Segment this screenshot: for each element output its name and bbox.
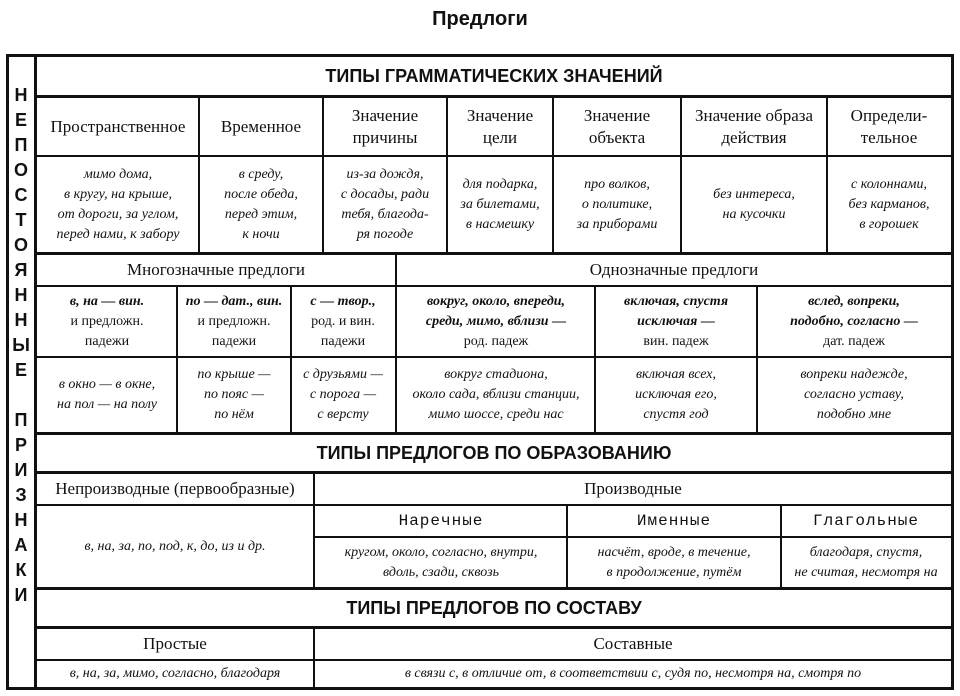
meaning-header-line: Значение <box>583 105 651 125</box>
meaning-header <box>323 98 447 155</box>
side-label-letter: Е <box>14 110 27 130</box>
simple-label: Простые <box>143 634 207 653</box>
side-label-letter: С <box>14 185 28 205</box>
example-line: тебя, благода- <box>341 206 429 222</box>
example-line: мимо дома, <box>83 166 153 182</box>
meaning-examples <box>37 157 199 252</box>
example-line: исключая его, <box>635 387 717 402</box>
example-line: не считая, несмотря на <box>794 564 938 580</box>
rule-line: включая, спустя <box>623 293 729 309</box>
preposition-rule <box>291 287 395 356</box>
preposition-examples <box>37 358 177 432</box>
rule-line: падежи <box>320 333 366 349</box>
example-line: к ночи <box>242 226 280 242</box>
side-label-letter: З <box>15 485 27 505</box>
rule-line: падежи <box>211 333 257 349</box>
single-meaning-heading: Однозначные предлоги <box>589 260 759 279</box>
meaning-header <box>37 98 199 155</box>
meaning-examples <box>447 157 553 252</box>
meaning-header <box>553 98 681 155</box>
example-line: ря погоде <box>356 226 414 242</box>
side-label-letter: П <box>14 410 28 430</box>
preposition-examples <box>757 358 951 432</box>
example-line: насчёт, вроде, в течение, <box>597 544 751 560</box>
meaning-examples <box>199 157 323 252</box>
example-line: с колоннами, <box>851 176 927 192</box>
meaning-header-line: Значение образа <box>694 105 814 125</box>
meaning-header-line: Временное <box>220 116 302 136</box>
example-line: за билетами, <box>460 196 540 212</box>
rule-line: род. и вин. <box>311 313 375 329</box>
meaning-examples <box>827 157 951 252</box>
example-line: согласно уставу, <box>804 387 904 402</box>
compound-label: Составные <box>593 634 673 653</box>
meaning-header-line: причины <box>352 127 418 147</box>
rule-line: в, на — вин. <box>69 293 145 309</box>
side-label-letter: Е <box>14 360 27 380</box>
preposition-rule <box>177 287 291 356</box>
meaning-examples <box>553 157 681 252</box>
rule-line: вслед, вопреки, <box>808 293 900 309</box>
example-line: для подарка, <box>462 176 538 192</box>
example-line: за приборами <box>576 216 658 232</box>
meaning-header-line: Значение <box>351 105 419 125</box>
meaning-header <box>447 98 553 155</box>
example-line: с друзьями — <box>303 367 383 382</box>
derived-examples <box>315 538 567 587</box>
side-label-letter: Н <box>14 510 28 530</box>
example-line: из-за дождя, <box>346 166 424 182</box>
example-line: после обеда, <box>224 186 298 202</box>
meaning-header <box>681 98 827 155</box>
example-line: подобно мне <box>816 407 892 422</box>
example-line: без интереса, <box>713 186 795 202</box>
side-label-letter: Н <box>14 310 28 330</box>
side-label-letter: И <box>14 585 28 605</box>
side-label-letter: О <box>13 235 28 255</box>
meaning-header-line: тельное <box>860 127 918 147</box>
rule-line: и предложн. <box>70 313 144 329</box>
rule-line: по — дат., вин. <box>185 293 283 309</box>
section-heading-formation: ТИПЫ ПРЕДЛОГОВ ПО ОБРАЗОВАНИЮ <box>316 442 672 463</box>
preposition-examples <box>177 358 291 432</box>
preposition-examples <box>397 358 595 432</box>
simple-examples: в, на, за, мимо, согласно, благодаря <box>69 666 281 681</box>
rule-line: подобно, согласно — <box>790 313 918 329</box>
divider <box>37 155 951 157</box>
section-heading-meanings: ТИПЫ ГРАММАТИЧЕСКИХ ЗНАЧЕНИЙ <box>325 65 663 86</box>
meaning-examples <box>681 157 827 252</box>
example-line: по нём <box>214 407 254 422</box>
section-heading-composition: ТИПЫ ПРЕДЛОГОВ ПО СОСТАВУ <box>346 597 642 618</box>
side-label-letter: П <box>14 135 28 155</box>
example-line: спустя год <box>643 407 709 422</box>
example-line: в кругу, на крыше, <box>64 186 172 202</box>
example-line: благодаря, спустя, <box>809 544 923 560</box>
multi-meaning-heading: Многозначные предлоги <box>127 260 305 279</box>
side-label-letter: Н <box>14 285 28 305</box>
meaning-header <box>199 98 323 155</box>
example-line: на пол — на полу <box>57 397 157 412</box>
derived-subtype-label: Глагольные <box>812 512 919 530</box>
compound-examples: в связи с, в отличие от, в соответствии с, судя по, несмотря на, смотря по <box>404 666 862 681</box>
meaning-header-line: действия <box>721 127 787 147</box>
meaning-header-line: цели <box>482 127 518 147</box>
example-line: на кусочки <box>722 206 786 222</box>
example-line: перед этим, <box>224 206 298 222</box>
page-title: Предлоги <box>432 8 528 30</box>
primitive-examples: в, на, за, по, под, к, до, из и др. <box>84 538 266 554</box>
example-line: включая всех, <box>635 367 717 382</box>
example-line: в окно — в окне, <box>58 377 156 392</box>
meaning-header <box>827 98 951 155</box>
example-line: вдоль, сзади, сквозь <box>383 564 499 580</box>
side-label-letter: К <box>15 560 27 580</box>
example-line: около сада, вблизи станции, <box>412 387 580 402</box>
meaning-header-line: Значение <box>466 105 534 125</box>
example-line: в горошек <box>859 216 919 232</box>
example-line: вопреки надежде, <box>800 367 908 382</box>
rule-line: и предложн. <box>197 313 271 329</box>
example-line: мимо шоссе, среди нас <box>428 407 564 422</box>
rule-line: с — твор., <box>310 293 376 309</box>
example-line: с досады, ради <box>340 186 430 202</box>
preposition-rule <box>757 287 951 356</box>
preposition-rule <box>397 287 595 356</box>
example-line: без карманов, <box>848 196 930 212</box>
meaning-examples <box>323 157 447 252</box>
example-line: в насмешку <box>465 216 535 232</box>
example-line: с версту <box>317 407 369 422</box>
example-line: по крыше — <box>197 367 271 382</box>
side-label <box>9 57 33 687</box>
derived-subtype-label: Наречные <box>398 512 484 530</box>
rule-line: среди, мимо, вблизи — <box>425 313 567 329</box>
meaning-header-line: Определи- <box>850 105 928 125</box>
side-label-letter: Ы <box>12 335 30 355</box>
example-line: кругом, около, согласно, внутри, <box>344 544 538 560</box>
example-line: про волков, <box>584 176 650 192</box>
example-line: от дороги, за углом, <box>57 206 179 222</box>
meaning-header-line: объекта <box>588 127 646 147</box>
meaning-header-line: Пространственное <box>50 116 186 136</box>
example-line: о политике, <box>581 196 653 212</box>
example-line: перед нами, к забору <box>56 226 180 242</box>
preposition-examples <box>291 358 395 432</box>
derived-examples <box>567 538 781 587</box>
preposition-rule <box>595 287 757 356</box>
side-label-letter: Н <box>14 85 28 105</box>
side-label-letter: И <box>14 460 28 480</box>
side-label-letter: Т <box>15 210 27 230</box>
rule-line: исключая — <box>637 313 715 329</box>
example-line: вокруг стадиона, <box>444 367 548 382</box>
side-label-letter: О <box>13 160 28 180</box>
preposition-examples <box>595 358 757 432</box>
rule-line: род. падеж <box>463 333 529 349</box>
side-label-letter: Р <box>14 435 27 455</box>
rule-line: падежи <box>84 333 130 349</box>
example-line: в среду, <box>238 166 284 182</box>
rule-line: вин. падеж <box>643 333 709 349</box>
example-line: по пояс — <box>204 387 264 402</box>
derived-examples <box>781 538 951 587</box>
derived-label: Производные <box>584 479 682 498</box>
example-line: с порога — <box>309 387 377 402</box>
side-label-letter: А <box>14 535 28 555</box>
side-label-letter: Я <box>14 260 28 280</box>
rule-line: дат. падеж <box>823 333 885 349</box>
derived-subtype-label: Именные <box>636 512 712 530</box>
rule-line: вокруг, около, впереди, <box>426 293 566 309</box>
example-line: в продолжение, путём <box>606 564 742 580</box>
primitive-label: Непроизводные (первообразные) <box>55 479 295 498</box>
preposition-rule <box>37 287 177 356</box>
